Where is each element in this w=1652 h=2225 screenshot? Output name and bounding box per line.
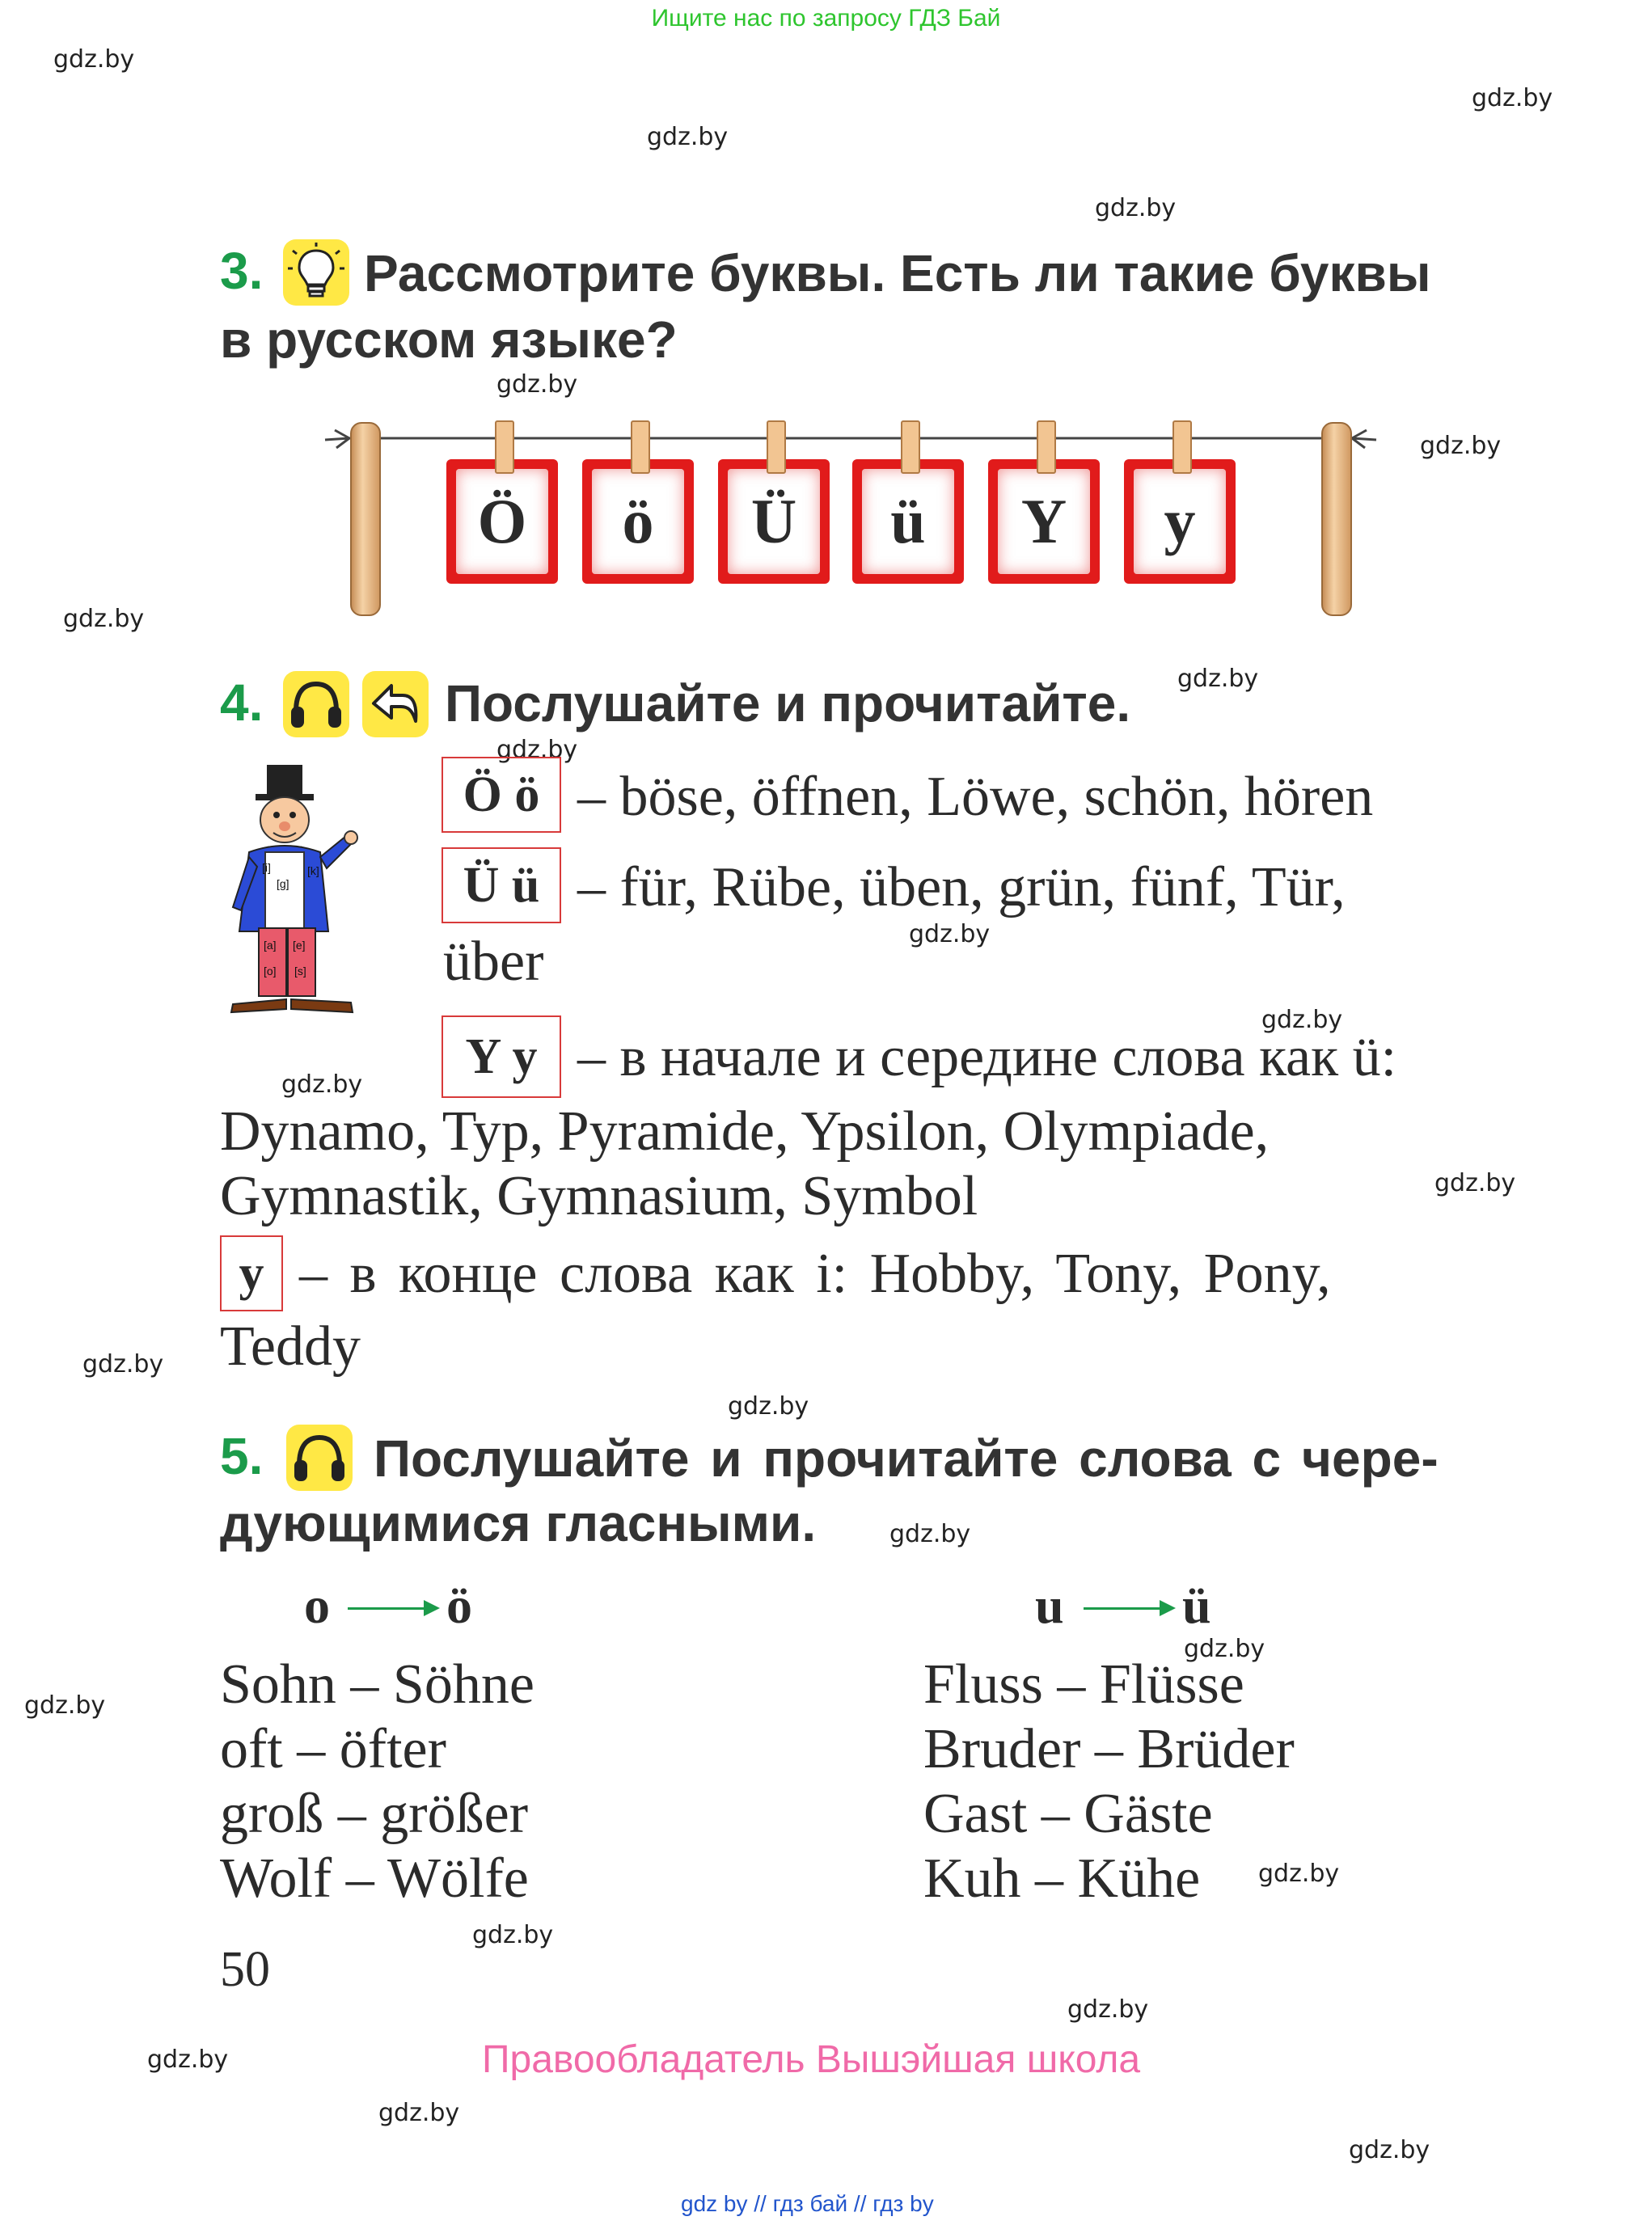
clothesline-rope: [320, 414, 1379, 462]
watermark: gdz.by: [1177, 665, 1259, 693]
watermark: gdz.by: [1184, 1635, 1265, 1663]
headphones-icon: [283, 671, 349, 737]
letter-pair-box: Y y: [442, 1015, 561, 1098]
clothespin: [631, 420, 650, 474]
word-pair: groß – größer: [220, 1783, 529, 1845]
word-pair: Bruder – Brüder: [923, 1718, 1295, 1780]
watermark: gdz.by: [647, 123, 729, 151]
letter-card: [446, 459, 558, 584]
letter-pair-box: y: [220, 1235, 283, 1311]
letter-card: [852, 459, 964, 584]
arrow-head: [1160, 1600, 1176, 1616]
professor-character-illustration: [217, 762, 362, 1020]
task-number: 4.: [220, 673, 264, 732]
watermark: gdz.by: [1349, 2136, 1430, 2164]
example-rule: – в начале и середине слова как ü:: [577, 1026, 1397, 1088]
watermark: gdz.by: [472, 1921, 554, 1949]
page-number: 50: [220, 1942, 270, 1997]
word-pair: Kuh – Kühe: [923, 1847, 1201, 1910]
clothespin: [1037, 420, 1056, 474]
word-pair: Fluss – Flüsse: [923, 1653, 1244, 1716]
letter-card: [582, 459, 694, 584]
character-letter-label: [a]: [264, 939, 277, 952]
task3-line1: Рассмотрите буквы. Есть ли такие буквы: [364, 244, 1431, 302]
letter-card: [988, 459, 1100, 584]
task-number: 3.: [220, 242, 264, 300]
word-pair: oft – öfter: [220, 1718, 446, 1780]
watermark: gdz.by: [1434, 1169, 1516, 1197]
character-letter-label: [o]: [264, 965, 277, 977]
watermark: gdz.by: [1420, 432, 1502, 460]
watermark: gdz.by: [378, 2099, 460, 2127]
watermark: gdz.by: [1258, 1860, 1340, 1888]
clothespin: [901, 420, 920, 474]
character-letter-label: [e]: [293, 939, 306, 952]
word-pair: Sohn – Söhne: [220, 1653, 534, 1716]
word-pair: Gast – Gäste: [923, 1783, 1213, 1845]
task5-line1: Послушайте и прочитайте слова с чере-: [374, 1429, 1439, 1488]
example-words-continued: Teddy: [220, 1315, 361, 1378]
example-rule: – в конце слова как i: Hobby, Tony, Pony,: [299, 1243, 1331, 1305]
vowel-from: u: [1035, 1577, 1064, 1634]
letter-card-label: Y: [998, 469, 1090, 574]
lightbulb-icon: [283, 239, 349, 306]
word-pair: Wolf – Wölfe: [220, 1847, 529, 1910]
arrow-right-icon: [348, 1607, 425, 1610]
example-words: – für, Rübe, üben, grün, fünf, Tür,: [577, 856, 1346, 918]
example-words: – böse, öffnen, Löwe, schön, hören: [577, 766, 1374, 828]
example-words-continued: über: [443, 931, 544, 993]
letter-card-label: y: [1134, 469, 1226, 574]
clothespin: [1172, 420, 1192, 474]
watermark: gdz.by: [24, 1691, 106, 1720]
headphones-icon: [286, 1425, 353, 1491]
example-words-continued: Dynamo, Typ, Pyramide, Ypsilon, Olympiade,: [220, 1100, 1270, 1163]
clothespin: [495, 420, 514, 474]
left-post: [350, 422, 381, 616]
task3-line2: в русском языке?: [220, 310, 678, 369]
watermark: gdz.by: [147, 2046, 229, 2074]
watermark: gdz.by: [281, 1070, 363, 1099]
right-post: [1321, 422, 1352, 616]
task-number: 5.: [220, 1427, 264, 1485]
watermark: gdz.by: [496, 736, 578, 764]
character-letter-label: [g]: [277, 877, 289, 890]
task4-title: Послушайте и прочитайте.: [445, 674, 1131, 733]
arrow-right-icon: [1084, 1607, 1161, 1610]
watermark: gdz.by: [1095, 194, 1177, 222]
task5-line2: дующимися гласными.: [220, 1494, 817, 1552]
vowel-from: o: [304, 1577, 330, 1634]
letter-card: [1124, 459, 1236, 584]
letter-card: [718, 459, 830, 584]
top-banner[interactable]: Ищите нас по запросу ГДЗ Бай: [651, 5, 1001, 32]
clothespin: [767, 420, 786, 474]
copyright-notice: Правообладатель Вышэйшая школа: [482, 2038, 1141, 2081]
watermark: gdz.by: [82, 1350, 164, 1378]
watermark: gdz.by: [1472, 84, 1553, 112]
watermark: gdz.by: [1067, 1995, 1149, 2024]
letter-pair-box: Ü ü: [442, 847, 561, 923]
footer-links[interactable]: gdz by // гдз бай // гдз by: [681, 2191, 934, 2216]
letter-card-label: Ü: [728, 469, 820, 574]
character-letter-label: [i]: [262, 861, 271, 874]
example-words-continued: Gymnastik, Gymnasium, Symbol: [220, 1165, 978, 1227]
watermark: gdz.by: [53, 45, 135, 74]
vowel-to: ö: [446, 1577, 472, 1634]
watermark: gdz.by: [496, 370, 578, 399]
character-letter-label: [s]: [294, 965, 306, 977]
watermark: gdz.by: [889, 1520, 971, 1548]
watermark: gdz.by: [728, 1392, 809, 1421]
arrow-head: [424, 1600, 440, 1616]
watermark: gdz.by: [1261, 1006, 1343, 1034]
point-back-icon: [362, 671, 429, 737]
watermark: gdz.by: [909, 920, 991, 948]
letter-card-label: ö: [592, 469, 684, 574]
letter-pair-box: Ö ö: [442, 757, 561, 833]
vowel-to: ü: [1182, 1577, 1211, 1634]
watermark: gdz.by: [63, 605, 145, 633]
character-letter-label: [k]: [307, 864, 319, 877]
letter-card-label: Ö: [456, 469, 548, 574]
letter-card-label: ü: [862, 469, 954, 574]
